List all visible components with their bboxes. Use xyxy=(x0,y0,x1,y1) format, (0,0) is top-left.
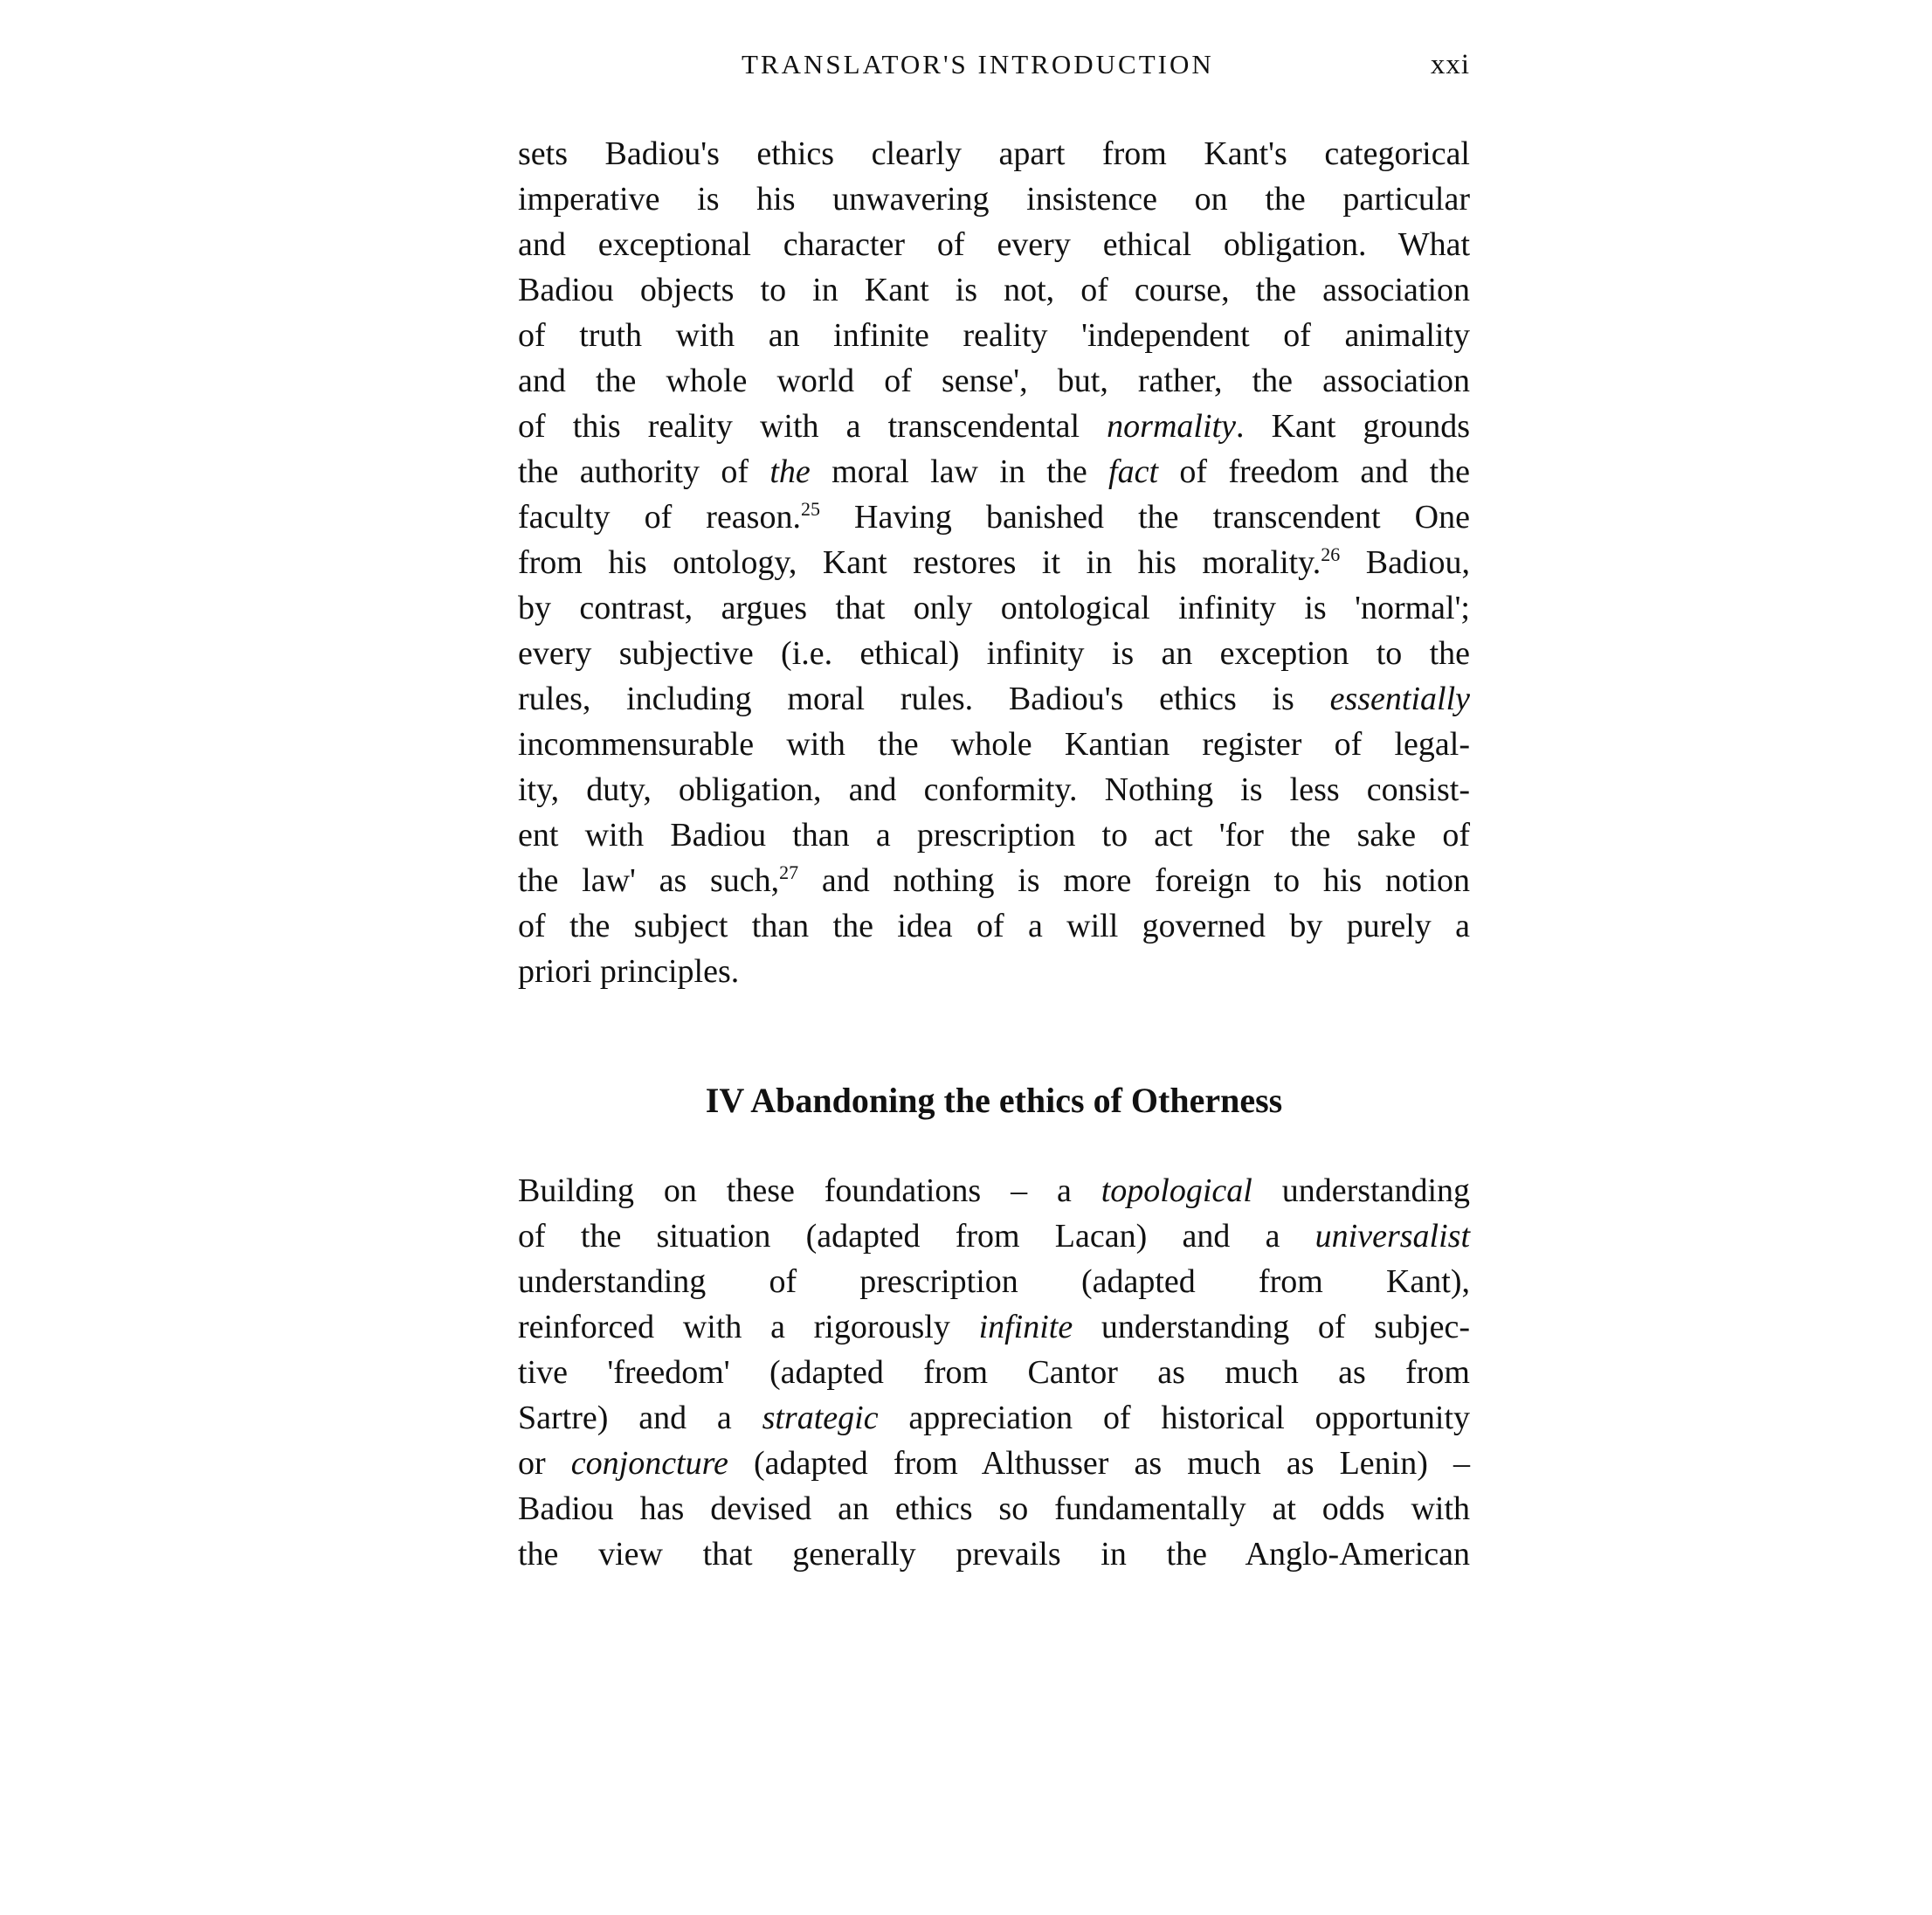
text-line: ent with Badiou than a prescription to act 'for the sake of xyxy=(518,817,1470,854)
body-paragraph-1 xyxy=(518,131,1470,994)
text-line: priori principles. xyxy=(518,953,740,990)
text-line: and the whole world of sense', but, rather, the association xyxy=(518,363,1470,399)
text-line: of the situation (adapted from Lacan) and a universalist xyxy=(518,1218,1470,1255)
text-line: imperative is his unwavering insistence on the particular xyxy=(518,181,1470,218)
book-page xyxy=(518,0,1470,1915)
text-line: the view that generally prevails in the Anglo-American xyxy=(518,1536,1470,1573)
emphasis: universalist xyxy=(1314,1218,1470,1255)
running-head xyxy=(518,49,1470,87)
footnote-marker: 25 xyxy=(800,498,820,520)
text-line: understanding of prescription (adapted from Kant), xyxy=(518,1263,1470,1300)
page-number: xxi xyxy=(1430,49,1470,80)
text-line: and exceptional character of every ethical obligation. What xyxy=(518,226,1470,263)
emphasis: topological xyxy=(1101,1172,1252,1209)
body-paragraph-2 xyxy=(518,1168,1470,1577)
text-line: reinforced with a rigorously infinite understanding of subjec- xyxy=(518,1309,1470,1345)
text-line: by contrast, argues that only ontological infinity is 'normal'; xyxy=(518,590,1470,626)
text-line: or conjoncture (adapted from Althusser as much as Lenin) – xyxy=(518,1445,1470,1482)
text-line: Badiou objects to in Kant is not, of course, the association xyxy=(518,272,1470,308)
emphasis: strategic xyxy=(762,1400,879,1436)
emphasis: the xyxy=(769,453,811,490)
text-line: the law' as such,$^{27}$ and nothing is more foreign to his notion xyxy=(518,861,1471,899)
text-line: Sartre) and a strategic appreciation of historical opportunity xyxy=(518,1400,1471,1436)
text-line: of this reality with a transcendental normality. Kant grounds xyxy=(518,408,1470,445)
text-line: ity, duty, obligation, and conformity. Nothing is less consist- xyxy=(518,771,1470,808)
text-line: incommensurable with the whole Kantian register of legal- xyxy=(518,726,1470,763)
text-line: every subjective (i.e. ethical) infinity is an exception to the xyxy=(518,635,1470,672)
text-line: the authority of the moral law in the fact of freedom and the xyxy=(518,453,1470,490)
text-line: of the subject than the idea of a will governed by purely a xyxy=(518,908,1470,944)
text-line: sets Badiou's ethics clearly apart from Kant's categorical xyxy=(518,135,1470,172)
footnote-marker: 27 xyxy=(779,861,799,883)
emphasis: infinite xyxy=(978,1309,1073,1345)
emphasis: conjoncture xyxy=(570,1445,728,1482)
text-line: of truth with an infinite reality 'independent of animality xyxy=(518,317,1470,354)
text-line: Badiou has devised an ethics so fundamentally at odds with xyxy=(518,1490,1470,1527)
emphasis: normality xyxy=(1107,408,1236,445)
running-head-title: TRANSLATOR'S INTRODUCTION xyxy=(742,49,1214,80)
footnote-marker: 26 xyxy=(1321,543,1341,565)
text-line: faculty of reason.$^{25}$ Having banished the transcendent One xyxy=(518,498,1470,536)
section-heading: IV Abandoning the ethics of Otherness xyxy=(705,1081,1283,1120)
text-line: Building on these foundations – a topological understanding xyxy=(518,1172,1471,1209)
text-line: tive 'freedom' (adapted from Cantor as much as from xyxy=(518,1354,1470,1391)
text-line: from his ontology, Kant restores it in his morality.$^{26}$ Badiou, xyxy=(518,543,1470,581)
text-line: rules, including moral rules. Badiou's ethics is essentially xyxy=(518,681,1470,717)
emphasis: essentially xyxy=(1329,681,1470,717)
emphasis: fact xyxy=(1108,453,1159,490)
